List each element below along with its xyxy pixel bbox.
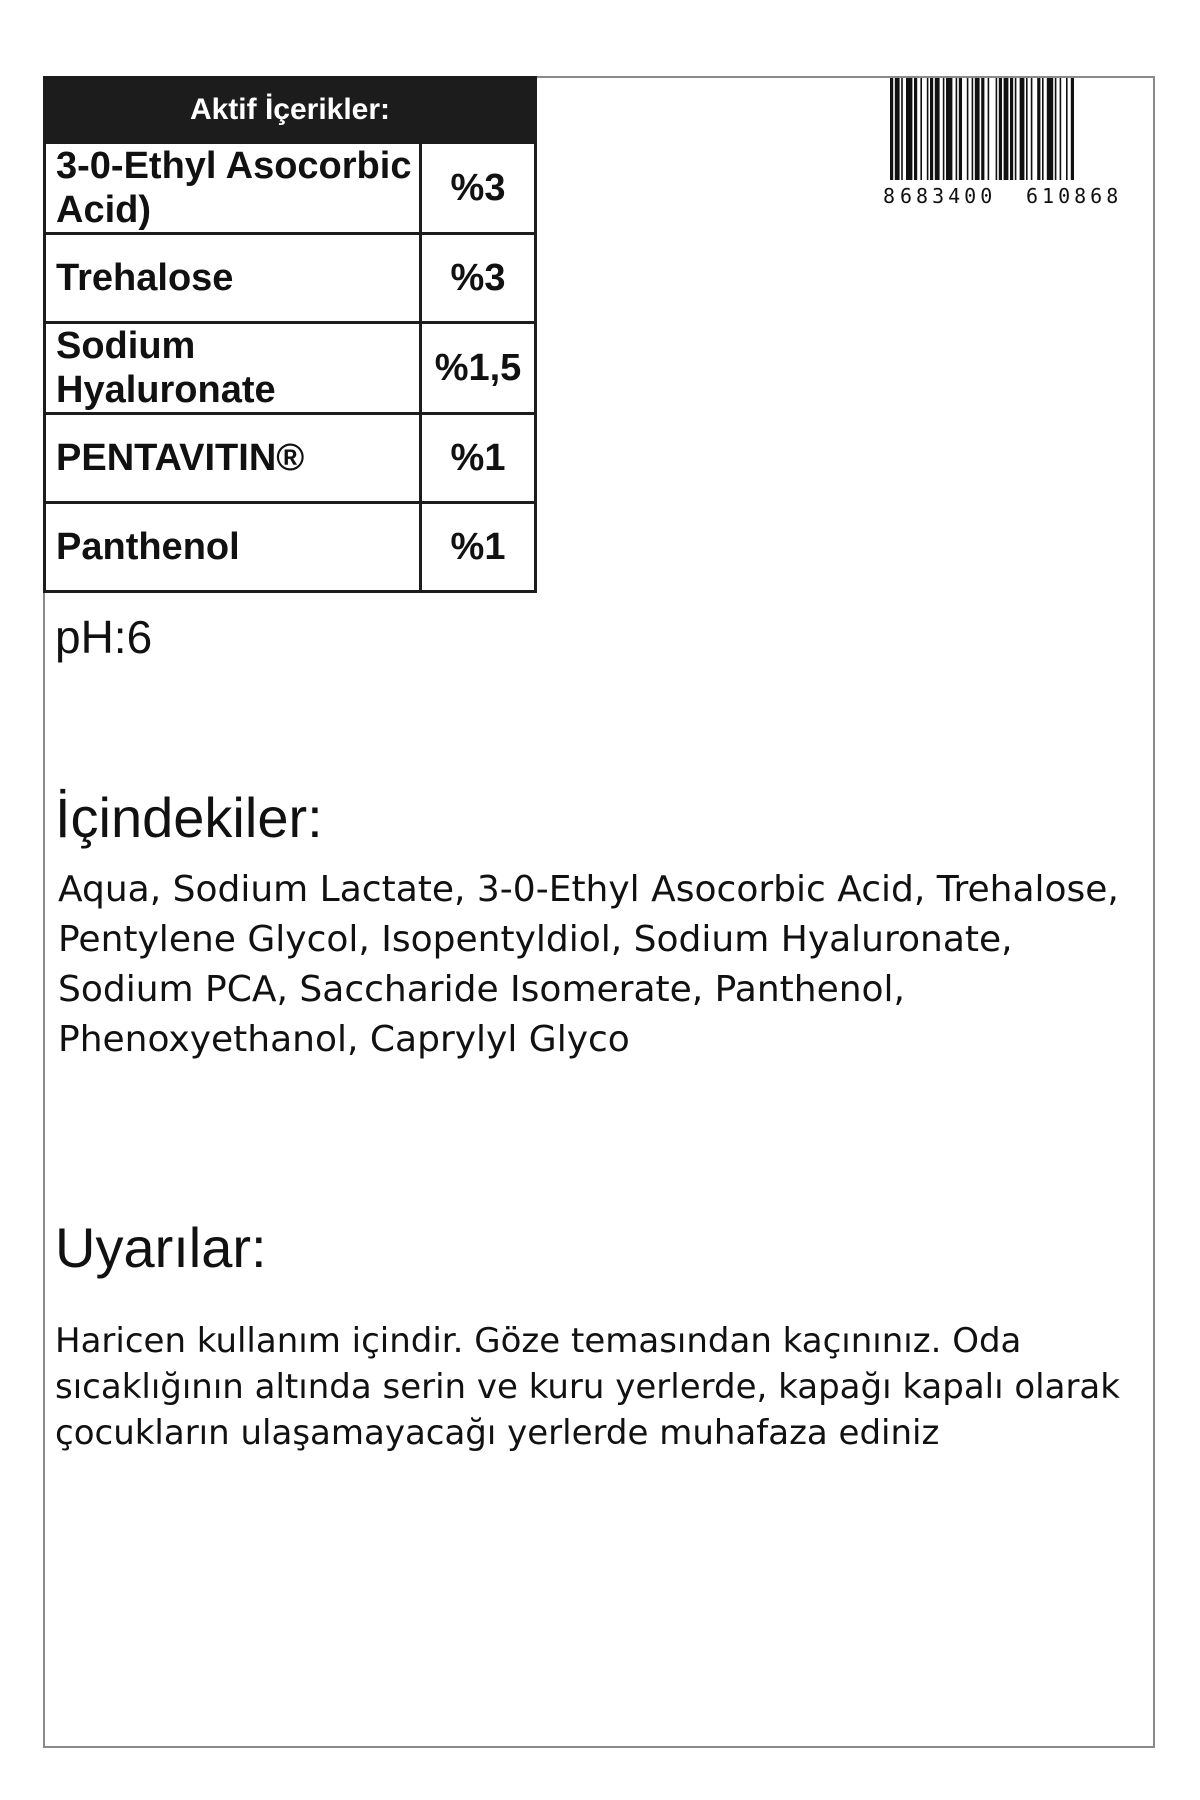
ingredient-name: Trehalose <box>45 234 421 323</box>
barcode-bar <box>967 78 969 182</box>
ingredient-name: Sodium Hyaluronate <box>45 323 421 414</box>
ingredient-name: PENTAVITIN® <box>45 414 421 503</box>
ingredients-text: Aqua, Sodium Lactate, 3-0-Ethyl Asocorbic Acid, Trehalose, Pentylene Glycol, Isopentyldiol, Sodium Hyaluronate, Sodium PCA, Saccharide Isomerate, Panthenol, Phenoxyethanol, Caprylyl Glyco <box>58 869 1119 1060</box>
barcode-bar <box>1060 78 1062 182</box>
barcode-bar <box>901 78 903 182</box>
ingredient-name: 3-0-Ethyl Asocorbic Acid) <box>45 143 421 234</box>
active-ingredients-header: Aktif İçerikler: <box>45 78 536 143</box>
active-ingredients-table <box>43 76 537 593</box>
warnings-heading: Uyarılar: <box>55 1216 267 1279</box>
ph-value: pH:6 <box>55 611 153 663</box>
barcode <box>880 76 1156 210</box>
warnings-text: Haricen kullanım içindir. Göze temasından kaçınınız. Oda sıcaklığının altında serin ve kuru yerlerde, kapağı kapalı olarak çocukların ulaşamayacağı yerlerde muhafaza ediniz <box>55 1321 1120 1453</box>
barcode-bar <box>1004 78 1009 182</box>
barcode-bar <box>906 78 912 182</box>
barcode-bar <box>1031 78 1033 182</box>
barcode-bar <box>927 78 929 182</box>
table-row <box>45 323 536 414</box>
ingredient-percentage: %1 <box>421 503 536 592</box>
barcode-bar <box>1026 78 1028 182</box>
barcode-bar <box>975 78 980 182</box>
ingredient-percentage: %1,5 <box>421 323 536 414</box>
barcode-bar <box>1047 78 1053 182</box>
barcode-group-2: 610868 <box>1026 184 1123 208</box>
barcode-bar <box>1010 78 1013 182</box>
barcode-bar <box>1037 78 1040 182</box>
barcode-bar <box>988 78 990 182</box>
ingredient-percentage: %3 <box>421 234 536 323</box>
barcode-bar <box>914 78 917 182</box>
ingredient-percentage: %1 <box>421 414 536 503</box>
barcode-bar <box>946 78 952 182</box>
table-row <box>45 234 536 323</box>
ingredient-percentage: %3 <box>421 143 536 234</box>
barcode-bar <box>1015 78 1017 182</box>
barcode-bar <box>1042 78 1044 182</box>
barcode-bar <box>959 78 962 182</box>
barcode-bar <box>930 78 933 182</box>
barcode-group-1: 683400 <box>900 184 997 208</box>
barcode-bar <box>1066 78 1068 182</box>
table-row <box>45 143 536 234</box>
ingredients-heading: İçindekiler: <box>55 786 323 849</box>
barcode-bar <box>956 78 958 182</box>
ingredient-name: Panthenol <box>45 503 421 592</box>
barcode-bar <box>1020 78 1025 182</box>
barcode-bar <box>1055 78 1057 182</box>
barcode-bar <box>920 78 922 182</box>
barcode-bar <box>972 78 974 182</box>
barcode-bar <box>935 78 940 182</box>
barcode-bar <box>999 78 1002 182</box>
barcode-bar <box>943 78 945 182</box>
barcode-first-digit: 8 <box>883 184 896 208</box>
table-row <box>45 414 536 503</box>
barcode-bar <box>996 78 998 182</box>
table-row <box>45 503 536 592</box>
